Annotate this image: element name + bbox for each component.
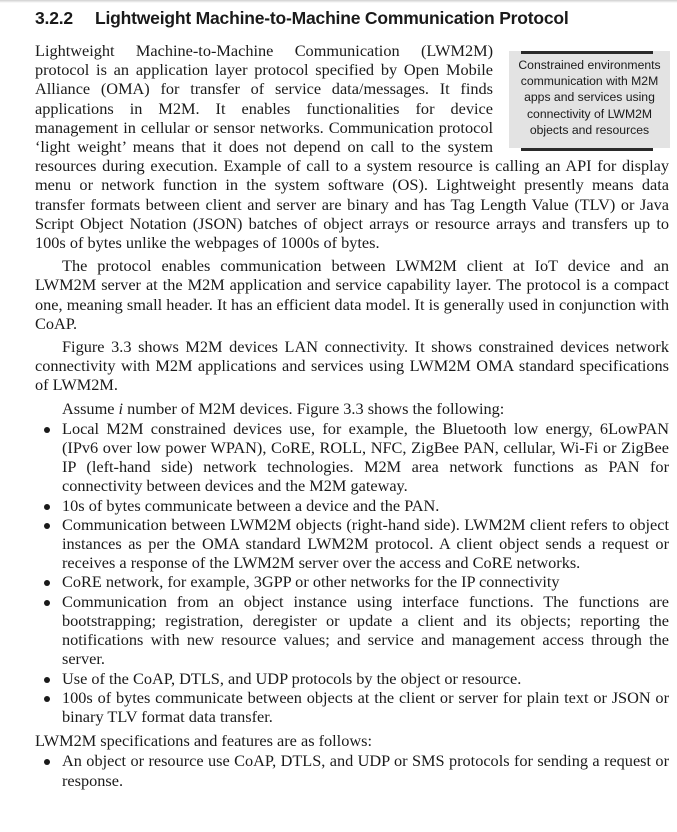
page-top-edge [0,0,677,3]
list-item-text: Local M2M constrained devices use, for example, the Bluetooth low energy, 6LowPAN (IPv6 over low power WPAN), CoRE, ROLL, NFC, ZigBee PAN, cellular, Wi-Fi or ZigBee IP (left-hand side) network technologies. M2M area network functions as PAN for connectivity between devices and the M2M gateway. [62,418,669,496]
list-item [35,592,669,669]
figure-bullet-list [35,419,669,726]
intro-paragraph: Lightweight Machine-to-Machine Communication (LWM2M) protocol is an application layer protocol specified by Open Mobile Alliance (OMA) for transfer of service data/messages. It finds applications in M2M. It enables functionalities for device management in cellular or sensor networks. Communication protocol ‘light weight’ means that it does not depend on call to the system resources during execution. Example of call to a system resource is calling an API for display menu or network function in the system software (OS). Lightweight presently means data transfer formats between client and server are binary and has Tag Length Value (TLV) or Java Script Object Notation (JSON) batches of object arrays or resource arrays and transfers up to 100s of bytes unlike the webpages of 1000s of bytes. [35,41,669,253]
list-item [35,419,669,496]
list-item-text: 100s of bytes communicate between objects at the client or server for plain text or JSON or binary TLV format data transfer. [62,687,669,726]
list-item-text: An object or resource use CoAP, DTLS, and UDP or SMS protocols for sending a request or response. [62,751,669,790]
list-item-text: Communication between LWM2M objects (right-hand side). LWM2M client refers to object instances as per the OMA standard LWM2M protocol. A client object sends a request or receives a response of the LWM2M server over the access and CoRE networks. [62,514,669,573]
list-item-text: Communication from an object instance using interface functions. The functions are bootstrapping; registration, deregister or update a client and its objects; reporting the notifications with new resource values; and service and management access through the server. [62,591,669,669]
box-bottom-rule [521,148,653,151]
list-item-text: CoRE network, for example, 3GPP or other networks for the IP connectivity [62,572,560,592]
section-heading [35,8,569,29]
list-item [35,669,669,688]
page-body [35,41,669,790]
features-bullet-list [35,751,669,789]
section-number: 3.2.2 [35,8,73,28]
list-item [35,572,669,591]
list-item [35,515,669,573]
figure-paragraph: Figure 3.3 shows M2M devices LAN connectivity. It shows constrained devices network connectivity with M2M applications and services using LWM2M OMA standard specifications of LWM2M. [35,337,669,395]
box-top-rule [521,51,653,54]
bullet-icon [44,759,50,765]
list-item [35,688,669,726]
list-item-text: Use of the CoAP, DTLS, and UDP protocols by the object or resource. [62,668,522,688]
list-item [35,496,669,515]
assume-text-after: number of M2M devices. Figure 3.3 shows the following: [123,398,505,418]
assume-text-before: Assume [62,398,119,418]
features-lead: LWM2M specifications and features are as follows: [35,731,372,751]
bullet-icon [44,523,50,529]
bullet-icon [44,600,50,606]
bullet-icon [44,504,50,510]
assume-paragraph [35,399,669,418]
bullet-icon [44,696,50,702]
bullet-icon [44,677,50,683]
section-title: Lightweight Machine-to-Machine Communication Protocol [95,8,569,28]
protocol-paragraph: The protocol enables communication between LWM2M client at IoT device and an LWM2M server at the M2M application and service capability layer. The protocol is a compact one, meaning small header. It has an efficient data model. It is generally used in conjunction with CoAP. [35,256,669,333]
variable-i: i [118,398,124,418]
bullet-icon [44,580,50,586]
margin-note-box [509,51,670,148]
list-item-text: 10s of bytes communicate between a device and the PAN. [62,495,440,515]
bullet-icon [44,427,50,433]
list-item [35,751,669,789]
margin-note-text: Constrained environments communication with M2M apps and services using connectivity of LWM2M objects and resources [518,58,661,137]
